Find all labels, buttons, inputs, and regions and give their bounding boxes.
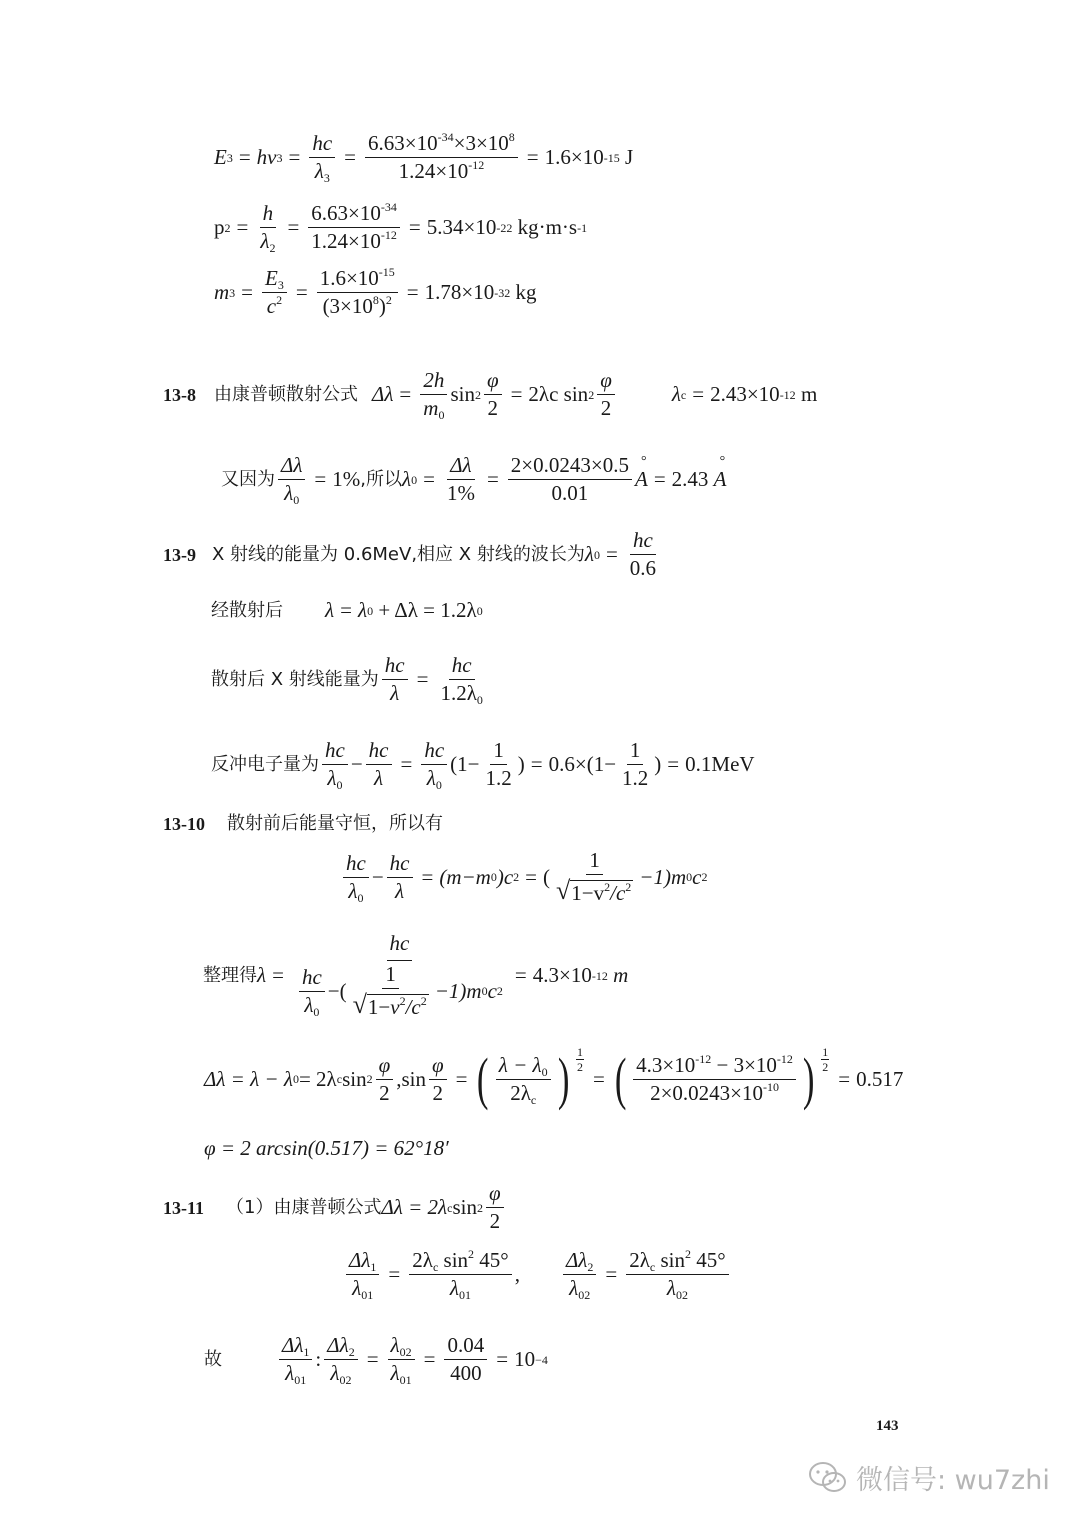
- fraction: $\frac{1.6\times 10^{-15}}{(3\times 10^8)^2}$: [317, 268, 398, 317]
- problem-13-10-eq1: $\frac{hc}{\lambda_0}$ − $\frac{hc}{\lambda}$ = (m−m 0 )c 2 = ( 1 √ $1-v^2/c^2$ −1)m 0 c 2: [340, 850, 707, 904]
- fraction: $\frac{hc}{\lambda_3}$: [309, 133, 335, 182]
- equation-e3: E 3 = hν 3 = $\frac{hc}{\lambda_3}$ = $\frac{6.63\times 10^{-34}\times 3\times 10^8}{1.24\times 10^{-12}}$ = 1.6×10 -15 J: [214, 130, 634, 185]
- wechat-icon: [808, 1461, 848, 1495]
- fraction: $\frac{h}{\lambda_2}$: [260, 201, 276, 255]
- fraction: $\frac{6.63\times 10^{-34}\times 3\times 10^8}{1.24\times 10^{-12}}$: [365, 133, 518, 182]
- problem-13-11-line3: 故 $\frac{\Delta\lambda_1}{\lambda_{01}}$ : $\frac{\Delta\lambda_2}{\lambda_{02}}$ = $\frac{\lambda_{02}}{\lambda_{01}}$ = $\frac{0.04}{400}$ = 10 −4: [204, 1333, 548, 1387]
- problem-13-9-line4: 反冲电子量为 $\frac{hc}{\lambda_0}$ − $\frac{hc}{\lambda}$ = $\frac{hc}{\lambda_0}$ (1− $\frac{1}{1.2}$ ) = 0.6×(1− $\frac{1}{1.2}$ ) = 0.1MeV: [211, 738, 755, 792]
- problem-13-8-line2: 又因为 $\frac{\Delta\lambda}{\lambda_0}$ = 1% ,所以 λ 0 = $\frac{\Delta\lambda}{1\%}$ = $\frac{2\times 0.0243\times 0.5}{0.01}$ ° A = 2.43 ° A: [221, 455, 726, 504]
- problem-13-10-eq4: φ = 2 arcsin(0.517) = 62°18′: [204, 1136, 449, 1160]
- fraction: $\frac{6.63\times 10^{-34}}{1.24\times 10^{-12}}$: [308, 203, 400, 252]
- problem-13-9-line3: 散射后 X 射线能量为 $\frac{hc}{\lambda}$ = $\frac{hc}{1.2\lambda_0}$: [211, 653, 483, 707]
- problem-13-9-line1: 13-9 X 射线的能量为 0.6MeV,相应 X 射线的波长为 λ 0 = $\frac{hc}{0.6}$: [163, 528, 657, 580]
- problem-13-10-eq2: 整理得 λ = hc $\frac{hc}{\lambda_0}$ −( 1 √ $1-v^2/c^2$ −1)m 0 c 2 = 4.3×10 -12 m: [203, 931, 629, 1019]
- problem-13-9-line2: 经散射后 λ = λ 0 + Δλ = 1.2λ 0: [211, 598, 483, 622]
- page-number: 143: [876, 1418, 899, 1434]
- problem-label: 13-10: [163, 814, 205, 834]
- fraction: $\frac{E_3}{c^2}$: [262, 268, 287, 317]
- equation-p2: p 2 = $\frac{h}{\lambda_2}$ = $\frac{6.63\times 10^{-34}}{1.24\times 10^{-12}}$ = 5.34×10 -22 kg·m·s -1: [214, 200, 588, 255]
- problem-label: 13-8: [163, 384, 196, 405]
- problem-13-8-line1: 13-8 由康普顿散射公式 Δλ = $\frac{2h}{m_0}$ sin 2 $\frac{\varphi}{2}$ = 2λc sin 2 $\frac{\varphi}{2}$ λ c = 2.43×10 -12 m: [163, 368, 818, 422]
- equation-m3: m 3 = $\frac{E_3}{c^2}$ = $\frac{1.6\times 10^{-15}}{(3\times 10^8)^2}$ = 1.78×10 -32 kg: [214, 265, 537, 318]
- problem-13-11-line2: $\frac{\Delta\lambda_1}{\lambda_{01}}$ = $\frac{2\lambda_c \sin^2 45^\circ}{\lambda_{01}}$ , $\frac{\Delta\lambda_2}{\lambda_{02}}$ = $\frac{2\lambda_c \sin^2 45^\circ}{\lambda_{02}}$: [343, 1250, 732, 1299]
- problem-13-10-eq3: Δλ = λ − λ 0 = 2λ c sin 2 $\frac{\varphi}{2}$ ,sin $\frac{\varphi}{2}$ = ( $\frac{\lambda - \lambda_0}{2\lambda_c}$ ) $\frac{1}{2}$ = ( $\frac{4.3\times 10^{-12} - 3\times 10^{-12}}{2\times 0.0243\times 10^{-10}}$ ) $\frac{1}{2}$ = 0.517: [204, 1045, 904, 1111]
- problem-label: 13-9: [163, 544, 196, 565]
- watermark: 微信号: wu7zhi: [808, 1458, 1050, 1497]
- problem-13-10-line1: 13-10 散射前后能量守恒，所以有: [163, 813, 443, 834]
- problem-13-11-line1: 13-11 （1）由康普顿公式 Δλ = 2λ c sin 2 $\frac{\varphi}{2}$: [163, 1183, 507, 1232]
- problem-label: 13-11: [163, 1197, 205, 1218]
